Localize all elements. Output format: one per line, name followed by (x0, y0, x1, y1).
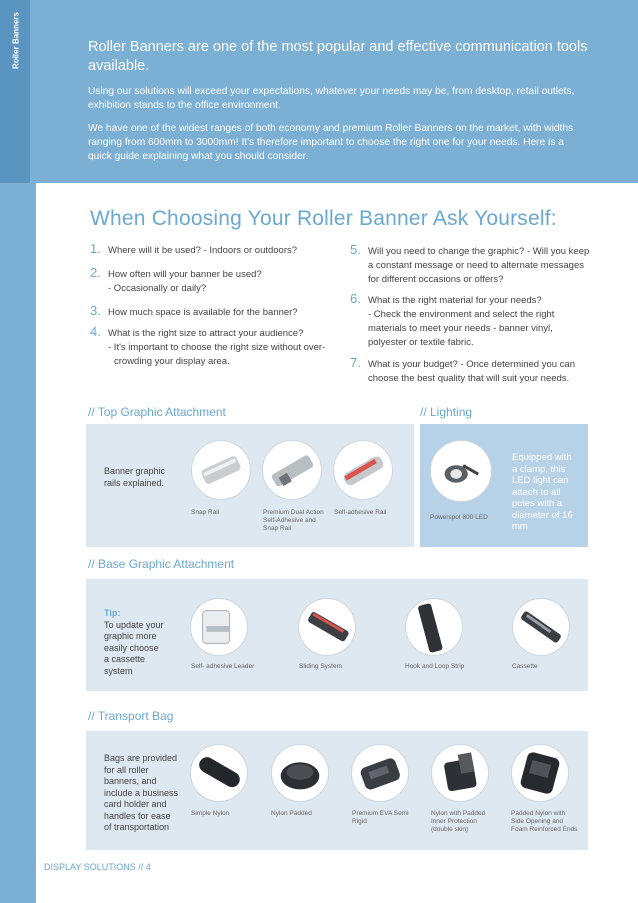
page-title: When Choosing Your Roller Banner Ask Yourself: (90, 207, 557, 230)
nylon-padded-bag-image (271, 744, 329, 802)
cassette-caption: Cassette (512, 663, 538, 670)
top-graphic-desc: Banner graphic rails explained. (104, 466, 166, 488)
sliding-system-caption: Sliding System (299, 663, 342, 670)
self-adhesive-leader-caption: Self- adhesive Leader (191, 663, 255, 670)
question-1 (90, 241, 330, 258)
lighting-title: // Lighting (420, 405, 473, 419)
question-text: Will you need to change the graphic? - Will you keep a constant message or need to alternate messages for different occasions or offers? (368, 246, 590, 285)
nylon-inner-protection-caption: Nylon with Padded Inner Protection (double skin) (431, 810, 486, 833)
hook-loop-strip-image (405, 598, 463, 656)
nylon-inner-protection-bag-image (431, 744, 489, 802)
led-light-image (430, 440, 492, 502)
question-3 (90, 303, 330, 320)
tip-text: To update your graphic more easily choose a cassette system (104, 619, 164, 676)
question-5 (350, 242, 590, 287)
intro-paragraph-1: Using our solutions will exceed your expectations, whatever your needs may be, from desktop, retail outlets, exhibition stands to the office environment. (88, 86, 575, 111)
simple-nylon-caption: Simple Nylon (191, 810, 230, 817)
question-number: 7. (350, 355, 361, 370)
sliding-system-image (298, 598, 356, 656)
question-6 (350, 291, 590, 350)
question-subtext: - Check the environment and select the right materials to meet your needs - banner vinyl, polyester or textile fabric. (368, 309, 555, 348)
side-tab (0, 0, 30, 183)
transport-bag-title: // Transport Bag (88, 709, 174, 723)
tip-label: Tip: (104, 608, 121, 618)
question-number: 5. (350, 242, 361, 257)
question-text: What is the right size to attract your audience? (108, 328, 304, 339)
base-graphic-title: // Base Graphic Attachment (88, 557, 235, 571)
dual-action-rail-caption: Premium Dual Action Self-Adhesive and Snap Rail (263, 509, 324, 532)
premium-eva-caption: Premium EVA Semi Rigid (352, 810, 409, 825)
nylon-padded-caption: Nylon Padded (271, 810, 312, 817)
intro-lead: Roller Banners are one of the most popular and effective communication tools available. (88, 39, 588, 74)
lighting-desc: Equipped with a clamp, this LED light can attach to all poles with a diameter of 16 mm (512, 452, 573, 532)
premium-eva-bag-image (351, 744, 409, 802)
question-number: 6. (350, 291, 361, 306)
question-text: How much space is available for the banner? (108, 307, 298, 318)
left-strip (0, 183, 36, 903)
question-subtext: - It's important to choose the right size without over-crowding your display area. (108, 342, 326, 367)
question-number: 3. (90, 303, 101, 318)
self-adhesive-leader-image (190, 598, 248, 656)
snap-rail-caption: Snap Rail (191, 509, 220, 516)
intro-paragraph-2: We have one of the widest ranges of both economy and premium Roller Banners on the market, with widths ranging from 600mm to 3000mm! It's therefore important to choose the right one for your needs. Here is a quick guide explaining what you should consider. (88, 123, 574, 162)
transport-bag-desc: Bags are provided for all roller banners, and include a business card holder and handles for ease of transportation (104, 753, 179, 832)
led-light-caption: Powerspot 800 LED (430, 514, 488, 521)
question-7 (350, 355, 590, 386)
padded-nylon-side-opening-bag-image (511, 744, 569, 802)
self-adhesive-rail-image (333, 440, 393, 500)
dual-action-rail-image (262, 440, 322, 500)
question-2 (90, 265, 330, 296)
question-text: What is your budget? - Once determined you can choose the best quality that will suit your needs. (368, 359, 576, 384)
hook-loop-strip-caption: Hook and Loop Strip (405, 663, 465, 670)
question-number: 4. (90, 324, 101, 339)
cassette-image (512, 598, 570, 656)
self-adhesive-rail-caption: Self-adhesive Rail (334, 509, 387, 516)
question-number: 2. (90, 265, 101, 280)
question-text: How often will your banner be used? (108, 269, 262, 280)
simple-nylon-bag-image (190, 744, 248, 802)
page-footer: DISPLAY SOLUTIONS // 4 (44, 862, 151, 872)
base-graphic-tip (104, 608, 166, 677)
side-tab-label: Roller Banners (11, 12, 21, 69)
question-text: What is the right material for your needs? (368, 295, 542, 306)
padded-nylon-side-opening-caption: Padded Nylon with Side Opening and Foam Reinforced Ends (511, 810, 578, 833)
question-subtext: - Occasionally or daily? (108, 283, 207, 294)
question-text: Where will it be used? - Indoors or outdoors? (108, 245, 298, 256)
question-number: 1. (90, 241, 101, 256)
top-graphic-title: // Top Graphic Attachment (88, 405, 226, 419)
question-4 (90, 324, 330, 369)
snap-rail-image (191, 440, 251, 500)
